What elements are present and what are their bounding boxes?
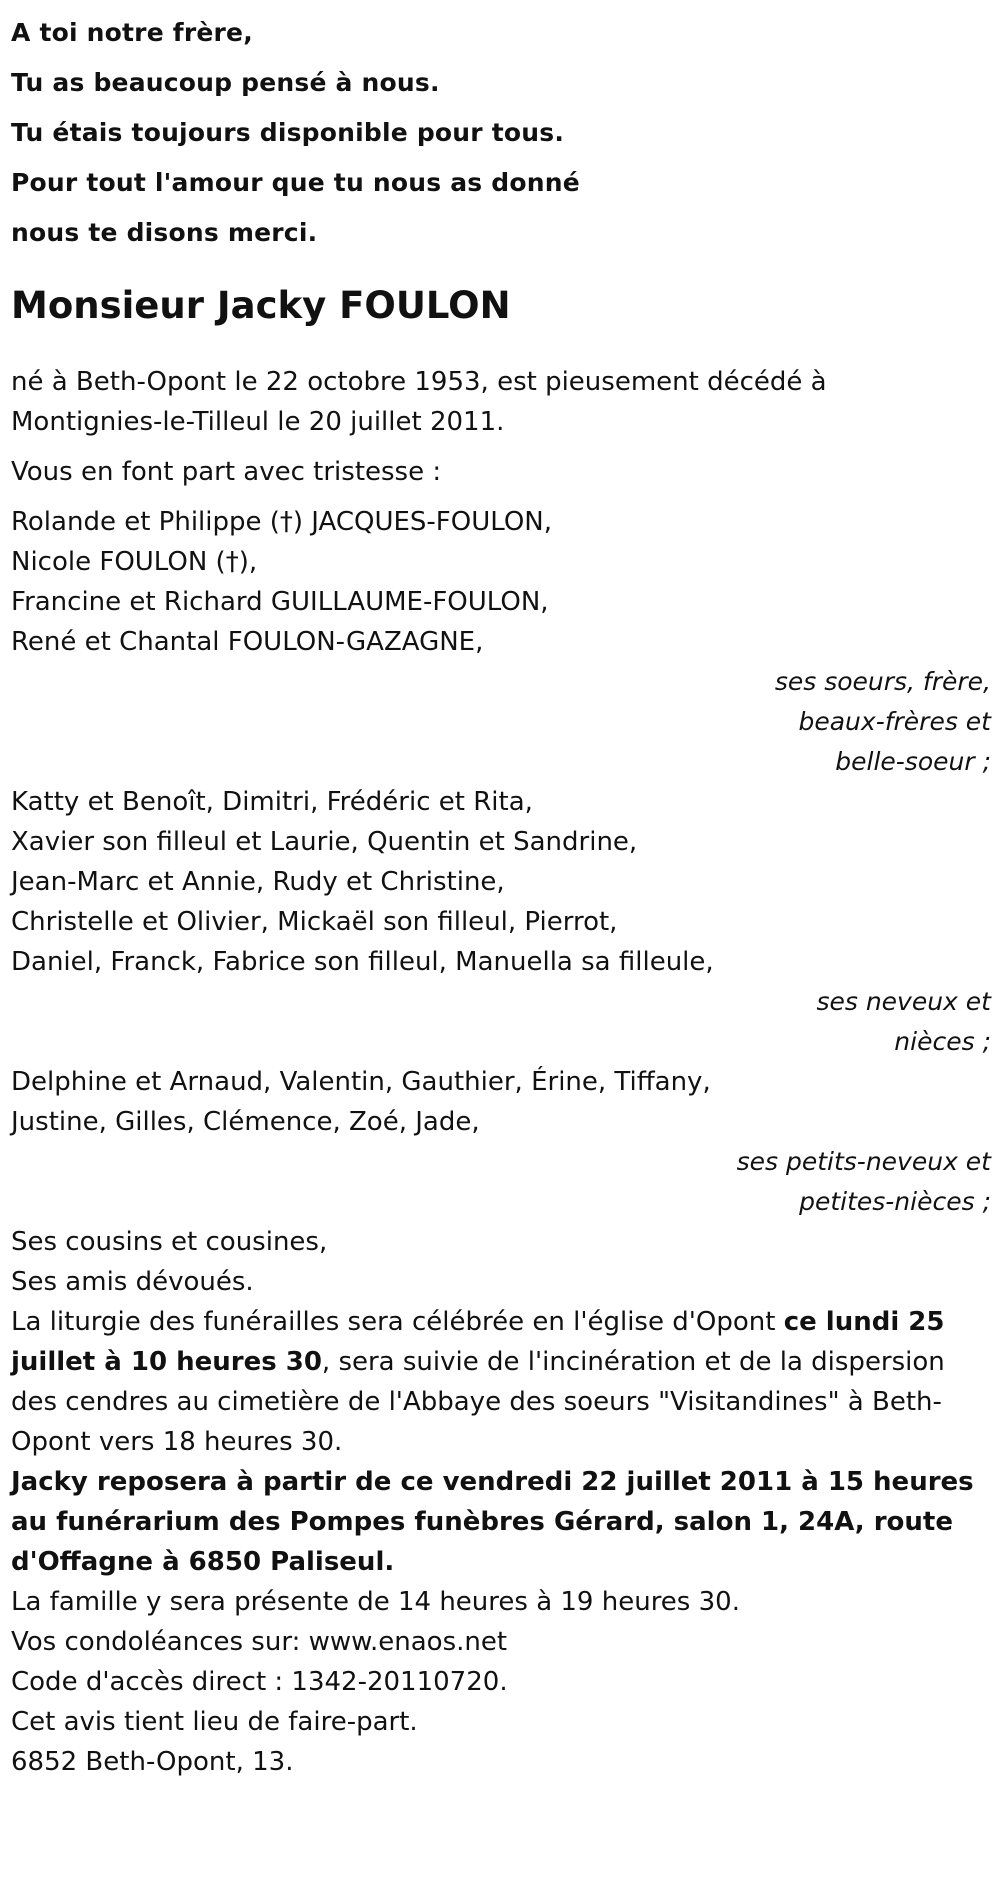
- address-line: 6852 Beth-Opont, 13.: [11, 1747, 294, 1777]
- relation-line: ses neveux et: [816, 987, 991, 1016]
- relation-line: belle-soeur ;: [835, 747, 991, 776]
- poem-line: Tu étais toujours disponible pour tous.: [11, 118, 565, 147]
- birth-death-line: né à Beth-Opont le 22 octobre 1953, est pieusement décédé à: [11, 367, 827, 397]
- liturgy-paragraph: [11, 1302, 991, 1462]
- siblings-list: [11, 502, 991, 662]
- siblings-relation: [11, 662, 991, 782]
- relation-line: petites-nièces ;: [799, 1187, 991, 1216]
- access-code-line: Code d'accès direct : 1342-20110720.: [11, 1667, 508, 1697]
- liturgy-date: ce lundi 25 juillet à 10 heures 30: [11, 1307, 945, 1377]
- poem-line: nous te disons merci.: [11, 218, 318, 247]
- nephews-relation: [11, 982, 991, 1062]
- obituary-page: [11, 0, 991, 1782]
- sibling-entry: Francine et Richard GUILLAUME-FOULON,: [11, 587, 549, 617]
- others-list: [11, 1222, 991, 1302]
- tribute-poem: [11, 0, 991, 258]
- sibling-entry: Nicole FOULON (†),: [11, 547, 258, 577]
- notice-line: Cet avis tient lieu de faire-part.: [11, 1707, 418, 1737]
- other-entry: Ses cousins et cousines,: [11, 1227, 328, 1257]
- poem-line: A toi notre frère,: [11, 18, 253, 47]
- liturgy-text: , sera suivie de l'incinération et de la dispersion des cendres au cimetière de l'Abbaye des soeurs "Visitandines" à Beth-Opont vers 18 heures 30.: [11, 1347, 945, 1457]
- relation-line: ses petits-neveux et: [736, 1147, 991, 1176]
- relation-line: beaux-frères et: [798, 707, 991, 736]
- poem-line: Pour tout l'amour que tu nous as donné: [11, 168, 580, 197]
- announcement-intro: Vous en font part avec tristesse :: [11, 457, 442, 487]
- sibling-entry: René et Chantal FOULON-GAZAGNE,: [11, 627, 484, 657]
- viewing-paragraph: Jacky reposera à partir de ce vendredi 22 juillet 2011 à 15 heures au funérarium des Pompes funèbres Gérard, salon 1, 24A, route d'Offagne à 6850 Paliseul.: [11, 1467, 974, 1577]
- other-entry: Ses amis dévoués.: [11, 1267, 254, 1297]
- poem-line: Tu as beaucoup pensé à nous.: [11, 68, 440, 97]
- grandnephew-entry: Justine, Gilles, Clémence, Zoé, Jade,: [11, 1107, 480, 1137]
- grandnephews-list: [11, 1062, 991, 1142]
- family-presence: La famille y sera présente de 14 heures à 19 heures 30.: [11, 1587, 740, 1617]
- birth-death-line: Montignies-le-Tilleul le 20 juillet 2011.: [11, 407, 505, 437]
- relation-line: nièces ;: [894, 1027, 991, 1056]
- deceased-name: Monsieur Jacky FOULON: [11, 284, 511, 327]
- liturgy-text: La liturgie des funérailles sera célébrée en l'église d'Opont: [11, 1307, 784, 1337]
- sibling-entry: Rolande et Philippe (†) JACQUES-FOULON,: [11, 507, 552, 537]
- grandnephews-relation: [11, 1142, 991, 1222]
- relation-line: ses soeurs, frère,: [774, 667, 991, 696]
- nephew-entry: Daniel, Franck, Fabrice son filleul, Manuella sa filleule,: [11, 947, 714, 977]
- condolences-line: Vos condoléances sur: www.enaos.net: [11, 1627, 508, 1657]
- nephew-entry: Xavier son filleul et Laurie, Quentin et Sandrine,: [11, 827, 638, 857]
- birth-death-statement: [11, 362, 991, 442]
- nephew-entry: Christelle et Olivier, Mickaël son filleul, Pierrot,: [11, 907, 618, 937]
- nephews-list: [11, 782, 991, 982]
- nephew-entry: Katty et Benoît, Dimitri, Frédéric et Rita,: [11, 787, 533, 817]
- nephew-entry: Jean-Marc et Annie, Rudy et Christine,: [11, 867, 505, 897]
- grandnephew-entry: Delphine et Arnaud, Valentin, Gauthier, Érine, Tiffany,: [11, 1067, 711, 1097]
